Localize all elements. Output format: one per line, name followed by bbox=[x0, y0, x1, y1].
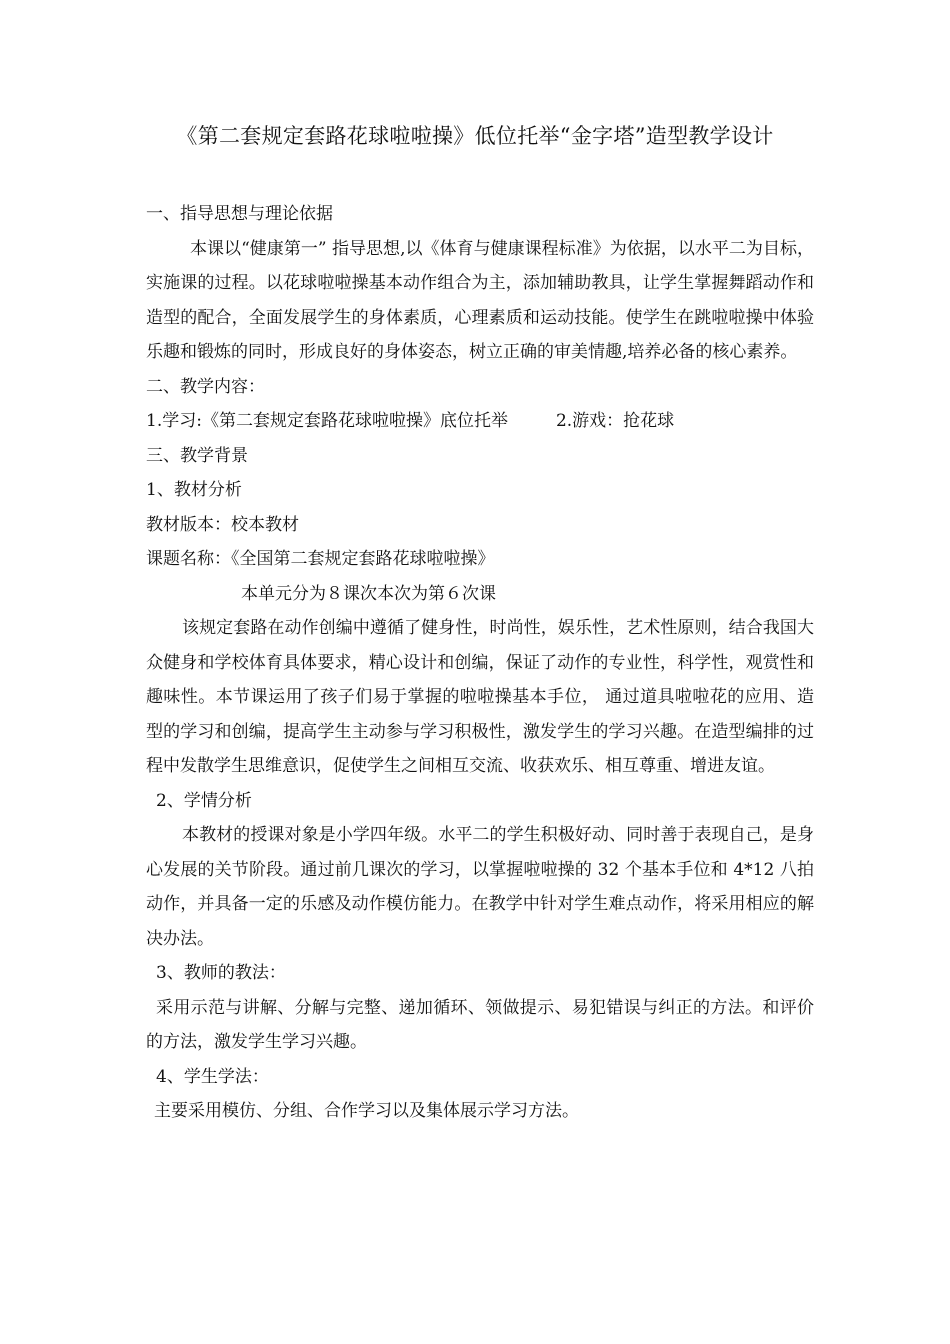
paragraph-guiding-thought: 本课以“健康第一” 指导思想,以《体育与健康课程标准》为依据，以水平二为目标，实施课的过程。以花球啦啦操基本动作组合为主，添加辅助教具，让学生掌握舞蹈动作和造型的配合，全面发展学生的身体素质，心理素质和运动技能。使学生在跳啦啦操中体验乐趣和锻炼的同时，形成良好的身体姿态，树立正确的审美情趣,培养必备的核心素养。 bbox=[146, 238, 814, 362]
subheading-teaching-method: 3、教师的教法： bbox=[156, 963, 286, 983]
section-heading-1: 一、指导思想与理论依据 bbox=[146, 204, 333, 224]
subheading-student-analysis: 2、学情分析 bbox=[156, 790, 252, 811]
subheading-material-analysis: 1、教材分析 bbox=[146, 480, 242, 500]
section-heading-3: 三、教学背景 bbox=[146, 445, 248, 466]
paragraph-student-analysis: 本教材的授课对象是小学四年级。水平二的学生积极好动、同时善于表现自己，是身心发展的关节阶段。通过前几课次的学习，以掌握啦啦操的 32 个基本手位和 4*12 八拍动作，并具备一定的乐感及动作模仿能力。在教学中针对学生难点动作，将采用相应的解决办法。 bbox=[146, 825, 814, 949]
lesson-topic: 课题名称：《全国第二套规定套路花球啦啦操》 bbox=[146, 549, 495, 569]
section-heading-2: 二、教学内容： bbox=[146, 376, 265, 397]
teaching-content-item-2: 2.游戏：抢花球 bbox=[555, 411, 675, 431]
teaching-content-item-1: 1.学习:《第二套规定套路花球啦啦操》底位托举 bbox=[146, 411, 508, 431]
paragraph-learning-method: 主要采用模仿、分组、合作学习以及集体展示学习方法。 bbox=[154, 1101, 579, 1121]
subheading-learning-method: 4、学生学法： bbox=[156, 1066, 269, 1087]
material-version: 教材版本：校本教材 bbox=[146, 514, 299, 535]
teaching-content-row bbox=[146, 404, 814, 439]
document-body bbox=[146, 197, 814, 1129]
paragraph-teaching-method: 采用示范与讲解、分解与完整、递加循环、领做提示、易犯错误与纠正的方法。和评价的方法，激发学生学习兴趣。 bbox=[146, 997, 814, 1052]
unit-info: 本单元分为８课次本次为第６次课 bbox=[241, 583, 496, 604]
paragraph-material-analysis: 该规定套路在动作创编中遵循了健身性，时尚性，娱乐性，艺术性原则，结合我国大众健身和学校体育具体要求，精心设计和创编，保证了动作的专业性，科学性，观赏性和趣味性。本节课运用了孩子们易于掌握的啦啦操基本手位， 通过道具啦啦花的应用、造型的学习和创编，提高学生主动参与学习积极性，激发学生的学习兴趣。在造型编排的过程中发散学生思维意识，促使学生之间相互交流、收获欢乐、相互尊重、增进友谊。 bbox=[146, 618, 814, 776]
document-title: 《第二套规定套路花球啦啦操》低位托举“金字塔”造型教学设计 bbox=[176, 124, 774, 148]
